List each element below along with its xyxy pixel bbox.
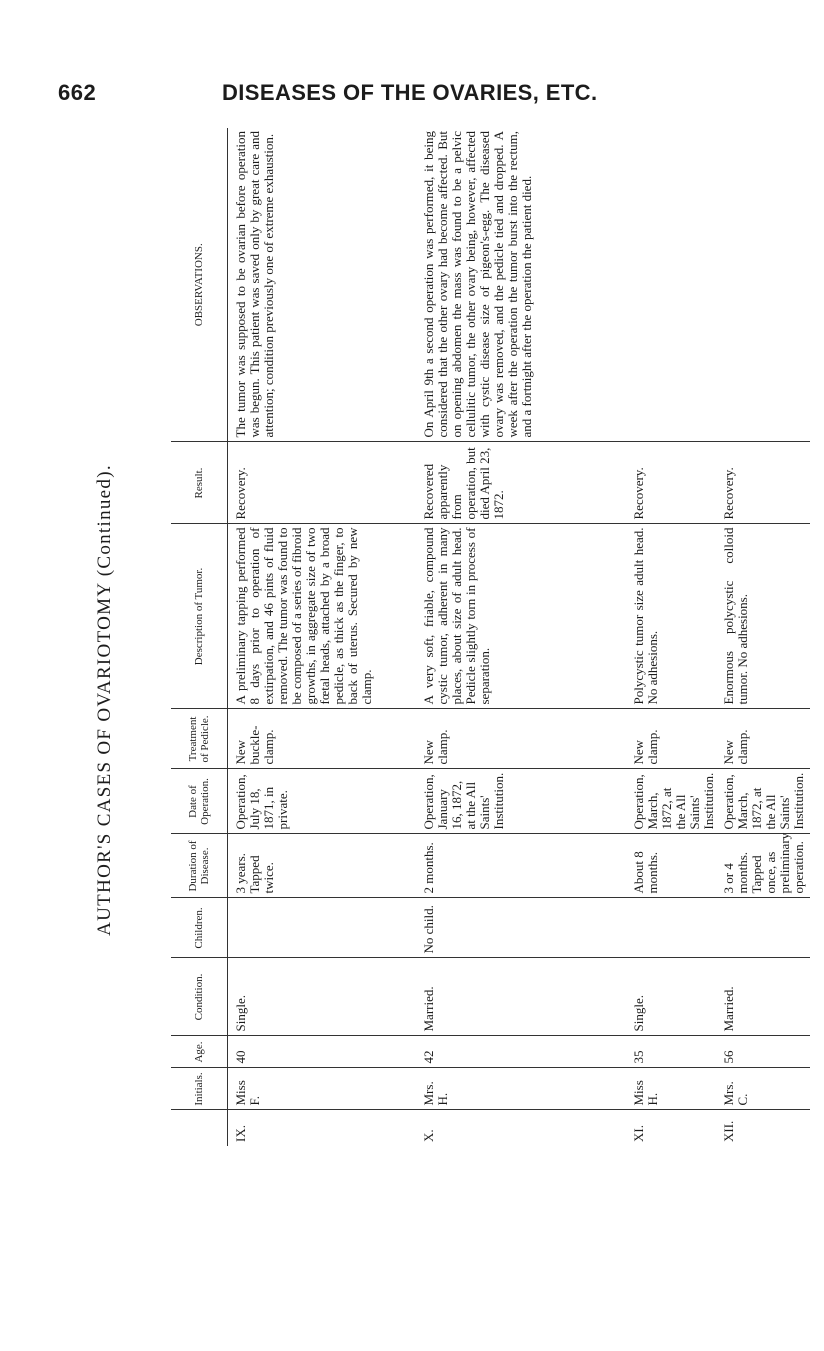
date-cell: Operation, January 16, 1872, at the All Saints' Institution. — [420, 769, 630, 834]
condition-cell: Married. — [420, 958, 630, 1036]
observations-cell — [720, 128, 810, 442]
tumor-cell: A very soft, friable, compound cystic tumor, adherent in many places, about size of adult head. Pedicle slightly torn in process of separation. — [420, 524, 630, 709]
condition-cell: Single. — [630, 958, 720, 1036]
tumor-cell: A preliminary tapping performed 8 days prior to operation of extirpation, and 46 pints of fluid removed. The tumor was found to be composed of a series of fibroid growths, in aggregate size of two fœtal heads, attached by a broad pedicle, as thick as the finger, to back of uterus. Secured by new clamp. — [228, 524, 420, 709]
side-title: AUTHOR'S CASES OF OVARIOTOMY (Continued). — [94, 464, 115, 936]
children-cell — [630, 898, 720, 958]
children-cell: No child. — [420, 898, 630, 958]
header-observations: OBSERVATIONS. — [171, 128, 228, 442]
table-row — [720, 128, 810, 1146]
ovariotomy-cases-table — [171, 128, 810, 1146]
age-cell: 42 — [420, 1036, 630, 1068]
case-number: XI. — [630, 1125, 646, 1142]
header-date: Date of Operation. — [171, 769, 228, 834]
date-cell: Operation, March, 1872, at the All Saints' Institution. — [720, 769, 810, 834]
table-row — [228, 128, 420, 1146]
running-head: DISEASES OF THE OVARIES, ETC. — [222, 80, 598, 105]
duration-cell: About 8 months. — [630, 834, 720, 898]
table-row — [420, 128, 630, 1146]
children-cell — [228, 898, 420, 958]
initials-cell: Miss H. — [630, 1068, 720, 1110]
condition-cell: Married. — [720, 958, 810, 1036]
duration-cell: 3 or 4 months. Tapped once, as preliminary operation. — [720, 834, 810, 898]
result-cell: Recovery. — [720, 442, 810, 524]
pedicle-cell: New buckle-clamp. — [228, 709, 420, 769]
result-cell: Recovery. — [228, 442, 420, 524]
duration-cell: 2 months. — [420, 834, 630, 898]
result-cell: Recovered apparently from operation, but died April 23, 1872. — [420, 442, 630, 524]
case-number: IX. — [233, 1125, 248, 1142]
header-duration: Duration of Disease. — [171, 834, 228, 898]
ovariotomy-table-rotated — [171, 128, 824, 1146]
header-tumor: Description of Tumor. — [171, 524, 228, 709]
result-cell: Recovery. — [630, 442, 720, 524]
header-condition: Condition. — [171, 958, 228, 1036]
table-row — [630, 128, 720, 1146]
pedicle-cell: New clamp. — [420, 709, 630, 769]
age-cell: 35 — [630, 1036, 720, 1068]
header-age: Age. — [171, 1036, 228, 1068]
initials-cell: Mrs. H. — [420, 1068, 630, 1110]
header-initials: Initials. — [171, 1068, 228, 1110]
pedicle-cell: New clamp. — [630, 709, 720, 769]
initials-cell: Mrs. C. — [720, 1068, 810, 1110]
pedicle-cell: New clamp. — [720, 709, 810, 769]
header-no — [171, 1110, 228, 1146]
case-number: XII. — [720, 1120, 736, 1142]
age-cell: 40 — [228, 1036, 420, 1068]
observations-cell: The tumor was supposed to be ovarian before operation was begun. This patient was saved only by great care and attention; condition previously one of extreme exhaustion. — [228, 128, 420, 442]
page-number: 662 — [58, 80, 97, 105]
date-cell: Operation, July 18, 1871, in private. — [228, 769, 420, 834]
duration-cell: 3 years. Tapped twice. — [228, 834, 420, 898]
header-pedicle: Treatment of Pedicle. — [171, 709, 228, 769]
tumor-cell: Polycystic tumor size adult head. No adhesions. — [630, 524, 720, 709]
observations-cell: On April 9th a second operation was performed, it being considered that the other ovary had become affected. But on opening abdomen the mass was found to be a pelvic cellulitic tumor, the other ovary being, however, affected with cystic disease size of pigeon's-egg. The diseased ovary was removed, and the pedicle tied and dropped. A week after the operation the tumor burst into the rectum, and a fortnight after the operation the patient died. — [420, 128, 630, 442]
initials-cell: Miss F. — [228, 1068, 420, 1110]
header-result: Result. — [171, 442, 228, 524]
header-children: Children. — [171, 898, 228, 958]
children-cell — [720, 898, 810, 958]
tumor-cell: Enormous polycystic colloid tumor. No adhesions. — [720, 524, 810, 709]
date-cell: Operation, March, 1872, at the All Saints' Institution. — [630, 769, 720, 834]
header-row — [171, 128, 228, 1146]
condition-cell: Single. — [228, 958, 420, 1036]
case-number: X. — [420, 1129, 436, 1142]
age-cell: 56 — [720, 1036, 810, 1068]
observations-cell — [630, 128, 720, 442]
